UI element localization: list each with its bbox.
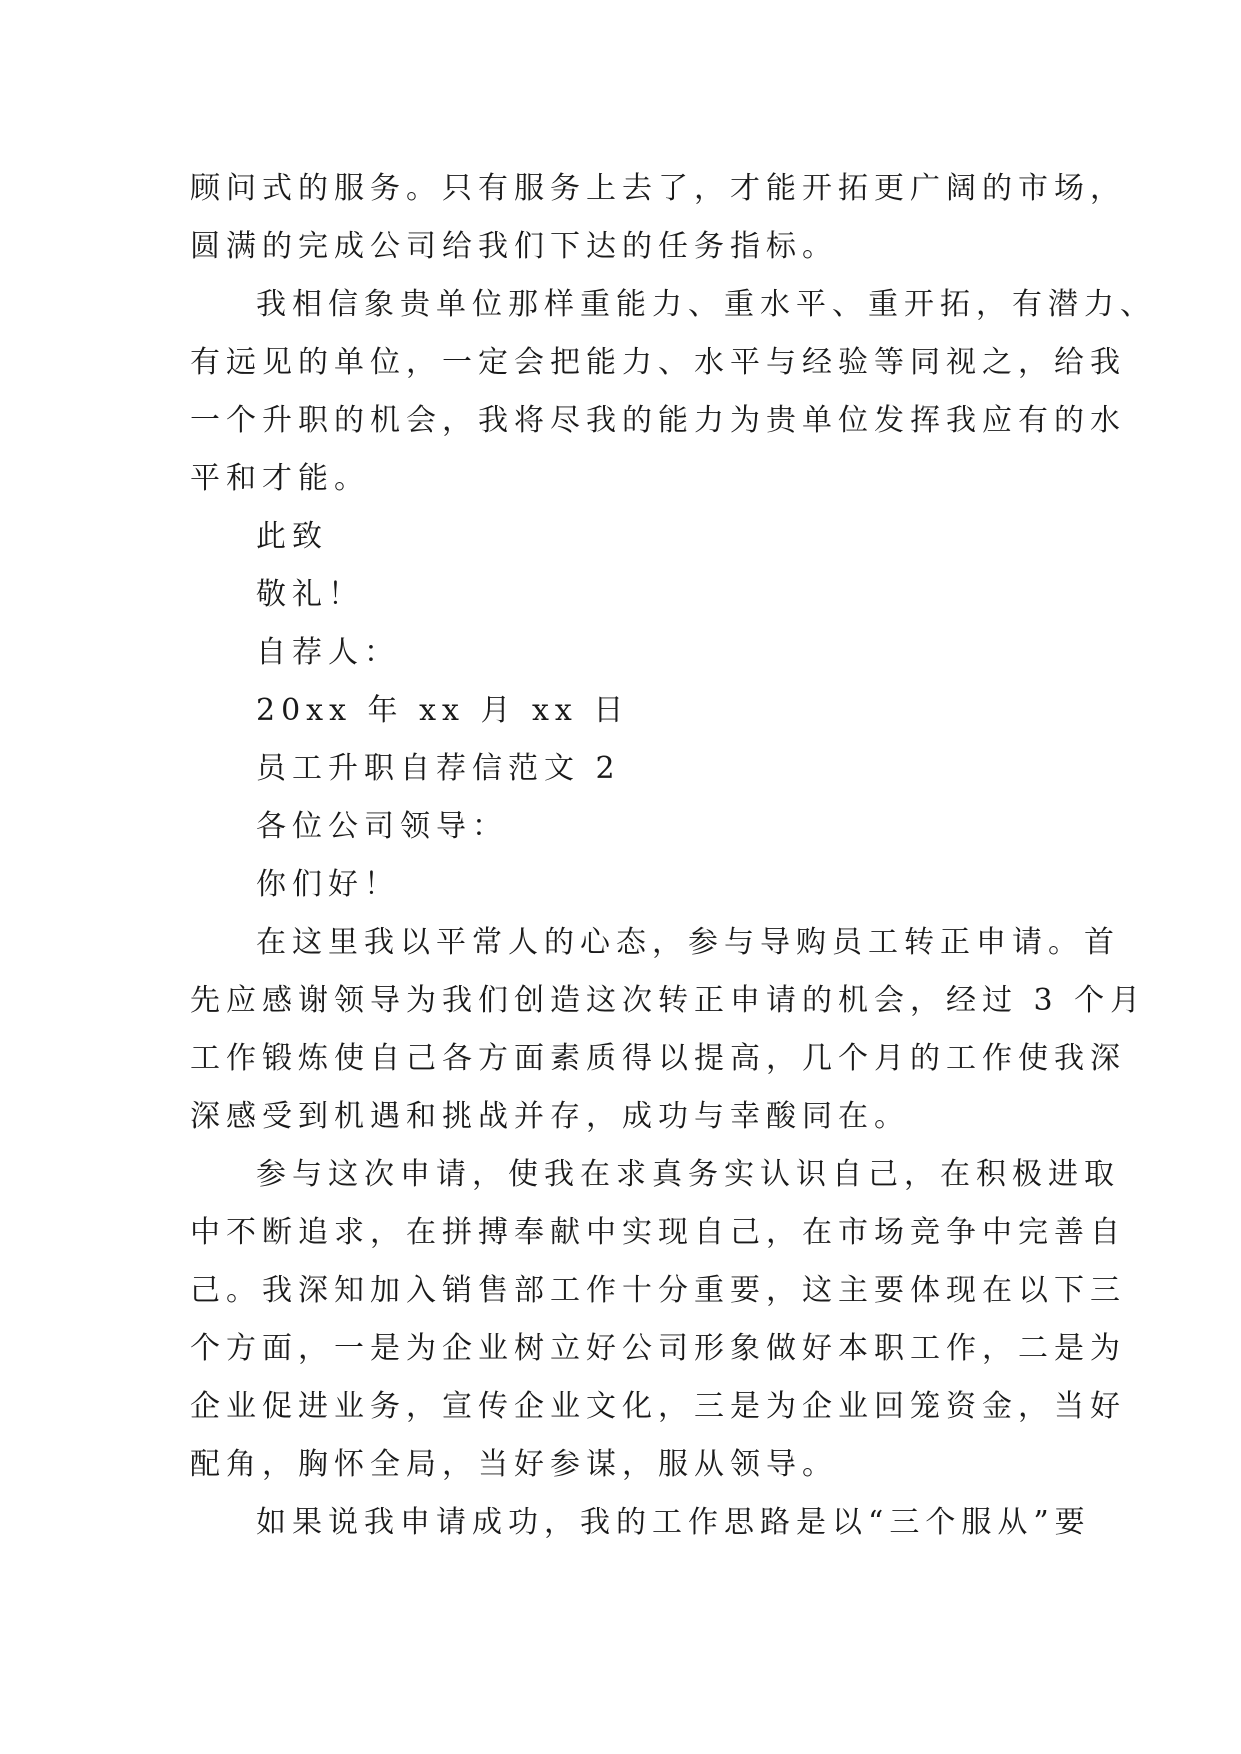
text-line: 我相信象贵单位那样重能力、重水平、重开拓，有潜力、: [256, 287, 1156, 322]
text-line: 己。我深知加入销售部工作十分重要，这主要体现在以下三: [190, 1273, 1126, 1308]
text-line: 个方面，一是为企业树立好公司形象做好本职工作，二是为: [190, 1331, 1126, 1366]
text-line: 工作锻炼使自己各方面素质得以提高，几个月的工作使我深: [190, 1041, 1126, 1076]
text-line: 此致: [256, 519, 328, 554]
text-line: 配角，胸怀全局，当好参谋，服从领导。: [190, 1447, 838, 1482]
text-line: 深感受到机遇和挑战并存，成功与幸酸同在。: [190, 1099, 910, 1134]
text-line: 中不断追求，在拼搏奉献中实现自己，在市场竞争中完善自: [190, 1215, 1126, 1250]
text-line: 圆满的完成公司给我们下达的任务指标。: [190, 229, 838, 264]
text-line: 在这里我以平常人的心态，参与导购员工转正申请。首: [256, 925, 1120, 960]
text-line: 自荐人：: [256, 635, 400, 670]
text-line: 如果说我申请成功，我的工作思路是以“三个服从”要: [256, 1505, 1091, 1540]
text-line: 20xx 年 xx 月 xx 日: [256, 693, 630, 728]
text-line: 各位公司领导：: [256, 809, 508, 844]
text-line: 参与这次申请，使我在求真务实认识自己，在积极进取: [256, 1157, 1120, 1192]
text-line: 一个升职的机会，我将尽我的能力为贵单位发挥我应有的水: [190, 403, 1126, 438]
text-line: 企业促进业务，宣传企业文化，三是为企业回笼资金，当好: [190, 1389, 1126, 1424]
document-body: [190, 160, 1156, 1552]
text-line: 你们好！: [256, 867, 400, 902]
text-line: 顾问式的服务。只有服务上去了，才能开拓更广阔的市场，: [190, 171, 1126, 206]
text-line: 有远见的单位，一定会把能力、水平与经验等同视之，给我: [190, 345, 1126, 380]
text-line: 先应感谢领导为我们创造这次转正申请的机会，经过 3 个月: [190, 983, 1147, 1018]
text-line: 员工升职自荐信范文 2: [256, 751, 621, 786]
text-line: 敬礼！: [256, 577, 364, 612]
text-line: 平和才能。: [190, 461, 370, 496]
